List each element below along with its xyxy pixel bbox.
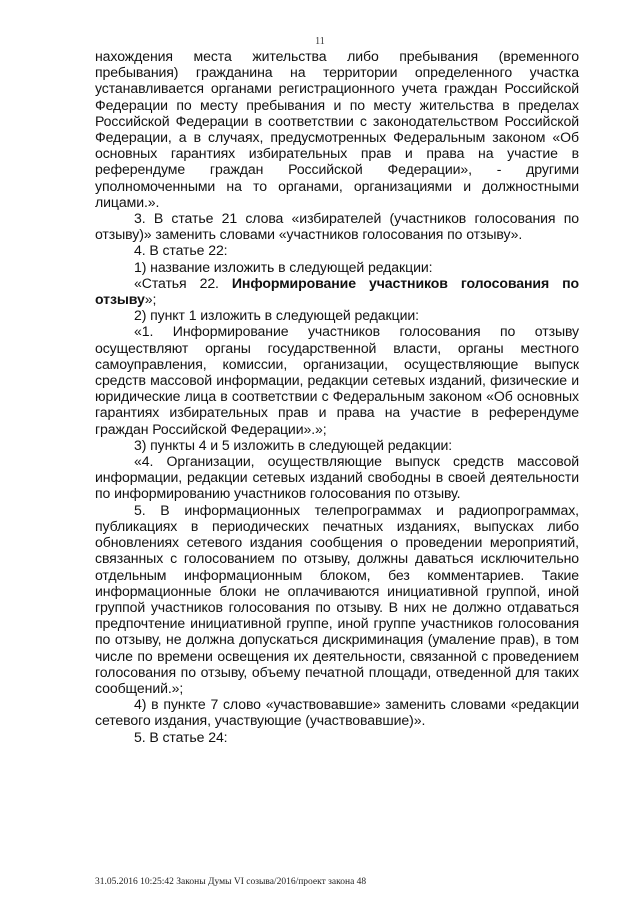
article-title-bold: Информирование участников голосования по отзыву [95, 274, 580, 308]
article-title-prefix: «Статья 22. [134, 274, 232, 291]
paragraph: 4. В статье 22: [134, 242, 228, 259]
document-body [95, 48, 579, 745]
paragraph: 5. В информационных телепрограммах и радиопрограммах, публикациях в периодических печатных изданиях, выпусках либо обновлениях сетевого издания сообщения о проведении мероприятий, связанных с голосованием по отзыву, должны даваться исключительно отдельным информационным блоком, без комментариев. Такие информационные блоки не оплачиваются инициативной группой, иной группой участников голосования по отзыву. В них не должно отдаваться предпочтение инициативной группе, иной группе участников голосования по отзыву, не должна допускаться дискриминация (умаление прав), в том числе по времени освещения их деятельности, связанной с проведением голосования по отзыву, объему печатной площади, отведенной для таких сообщений.»; [95, 501, 579, 696]
paragraph: нахождения места жительства либо пребывания (временного пребывания) гражданина на территории определенного участка устанавливается органами регистрационного учета граждан Российской Федерации по месту пребывания и по месту жительства в пределах Российской Федерации в соответствии с законодательством Российской Федерации, а в случаях, предусмотренных Федеральным законом «Об основных гарантиях избирательных прав и права на участие в референдуме граждан Российской Федерации», - другими уполномоченными на то органами, организациями и должностными лицами.». [95, 48, 579, 210]
article-title-paragraph [95, 275, 579, 307]
article-title-suffix: »; [144, 291, 157, 308]
page-number: 11 [315, 36, 325, 47]
paragraph: 3. В статье 21 слова «избирателей (участников голосования по отзыву)» заменить словами «участников голосования по отзыву». [95, 210, 579, 243]
paragraph: «4. Организации, осуществляющие выпуск средств массовой информации, редакции сетевых изданий свободны в своей деятельности по информированию участников голосования по отзыву. [95, 453, 579, 502]
footer-metadata: 31.05.2016 10:25:42 Законы Думы VI созыва/2016/проект закона 48 [95, 877, 367, 887]
paragraph: «1. Информирование участников голосования по отзыву осуществляют органы государственной власти, органы местного самоуправления, комиссии, организации, осуществляющие выпуск средств массовой информации, редакции сетевых изданий, физические и юридические лица в соответствии с Федеральным законом «Об основных гарантиях избирательных прав и права на участие в референдуме граждан Российской Федерации».»; [95, 323, 579, 437]
paragraph: 2) пункт 1 изложить в следующей редакции: [134, 307, 419, 324]
paragraph: 4) в пункте 7 слово «участвовавшие» заменить словами «редакции сетевого издания, участвующие (участвовавшие)». [95, 696, 579, 729]
paragraph: 1) название изложить в следующей редакции: [134, 258, 433, 275]
paragraph: 3) пункты 4 и 5 изложить в следующей редакции: [134, 436, 453, 453]
paragraph: 5. В статье 24: [134, 728, 228, 745]
